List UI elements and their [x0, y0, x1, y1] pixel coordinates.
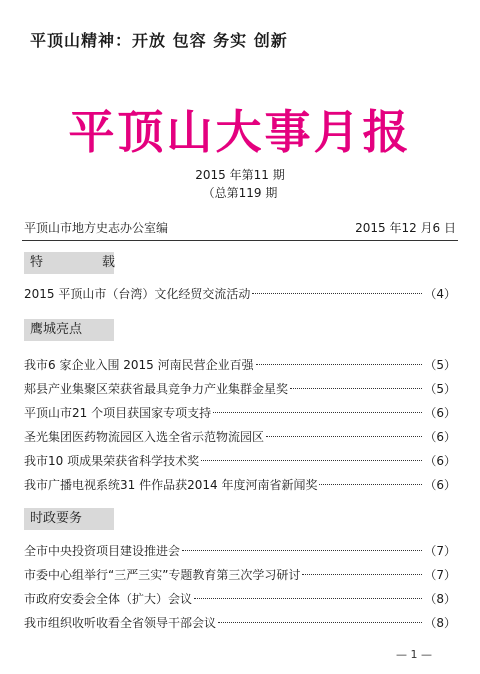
toc-leader-dots: [302, 574, 422, 575]
toc-entry[interactable]: [24, 476, 456, 494]
editor: 平顶山市地方史志办公室编: [24, 221, 169, 235]
toc-entry-title: 我市广播电视系统31 件作品获2014 年度河南省新闻奖: [24, 478, 318, 492]
toc-leader-dots: [319, 484, 422, 485]
toc-entry-title: 我市组织收听收看全省领导干部会议: [24, 616, 217, 630]
toc-entry[interactable]: [24, 566, 456, 584]
toc-entry-title: 市政府安委会全体（扩大）会议: [24, 592, 193, 606]
toc-entry[interactable]: [24, 614, 456, 632]
toc-entry-page: （5）: [424, 382, 456, 396]
toc-entry-page: （6）: [424, 406, 456, 420]
section-heading-highlights: 鹰城亮点: [24, 319, 114, 341]
toc-leader-dots: [213, 412, 422, 413]
toc-entry-title: 平顶山市21 个项目获国家专项支持: [24, 406, 212, 420]
toc-leader-dots: [194, 598, 422, 599]
issue-total: （总第119 期: [202, 186, 278, 200]
toc-entry-title: 全市中央投资项目建设推进会: [24, 544, 181, 558]
publish-date: 2015 年12 月6 日: [355, 221, 456, 235]
issue-info: [0, 166, 480, 202]
toc-entry[interactable]: [24, 380, 456, 398]
toc-leader-dots: [218, 622, 422, 623]
toc-leader-dots: [252, 293, 422, 294]
toc-entry[interactable]: [24, 404, 456, 422]
slogan: 平顶山精神：开放 包容 务实 创新: [30, 31, 288, 50]
section-heading-char-1: 特: [30, 255, 44, 270]
toc-entry-page: （7）: [424, 544, 456, 558]
section-heading-special: [24, 252, 114, 274]
toc-entry[interactable]: [24, 428, 456, 446]
toc-entry-page: （4）: [424, 287, 456, 301]
toc-entry-page: （6）: [424, 478, 456, 492]
toc-entry-page: （8）: [424, 592, 456, 606]
issue-number: 2015 年第11 期: [195, 168, 285, 182]
toc-leader-dots: [201, 460, 422, 461]
toc-entry-title: 2015 平顶山市（台湾）文化经贸交流活动: [24, 287, 251, 301]
page-number: — 1 —: [396, 648, 432, 661]
toc-leader-dots: [290, 388, 422, 389]
toc-entry-title: 我市10 项成果荣获省科学技术奖: [24, 454, 200, 468]
toc-entry-title: 郏县产业集聚区荣获省最具竞争力产业集群金星奖: [24, 382, 289, 396]
toc-entry[interactable]: [24, 590, 456, 608]
toc-entry-title: 我市6 家企业入围 2015 河南民营企业百强: [24, 358, 254, 372]
divider: [22, 240, 458, 241]
toc-entry-page: （7）: [424, 568, 456, 582]
toc-entry-title: 市委中心组举行“三严三实”专题教育第三次学习研讨: [24, 568, 301, 582]
section-heading-affairs: 时政要务: [24, 508, 114, 530]
toc-entry-page: （6）: [424, 430, 456, 444]
section-heading-char-2: 载: [102, 255, 116, 270]
toc-entry-page: （8）: [424, 616, 456, 630]
toc-leader-dots: [266, 436, 422, 437]
toc-leader-dots: [182, 550, 422, 551]
toc-entry[interactable]: [24, 452, 456, 470]
toc-entry-page: （5）: [424, 358, 456, 372]
page-title: 平顶山大事月报: [68, 105, 412, 159]
toc-entry-title: 圣光集团医药物流园区入选全省示范物流园区: [24, 430, 265, 444]
toc-leader-dots: [256, 364, 423, 365]
toc-entry-page: （6）: [424, 454, 456, 468]
toc-entry[interactable]: [24, 285, 456, 303]
editor-line: [24, 219, 456, 236]
toc-entry[interactable]: [24, 542, 456, 560]
toc-entry[interactable]: [24, 356, 456, 374]
